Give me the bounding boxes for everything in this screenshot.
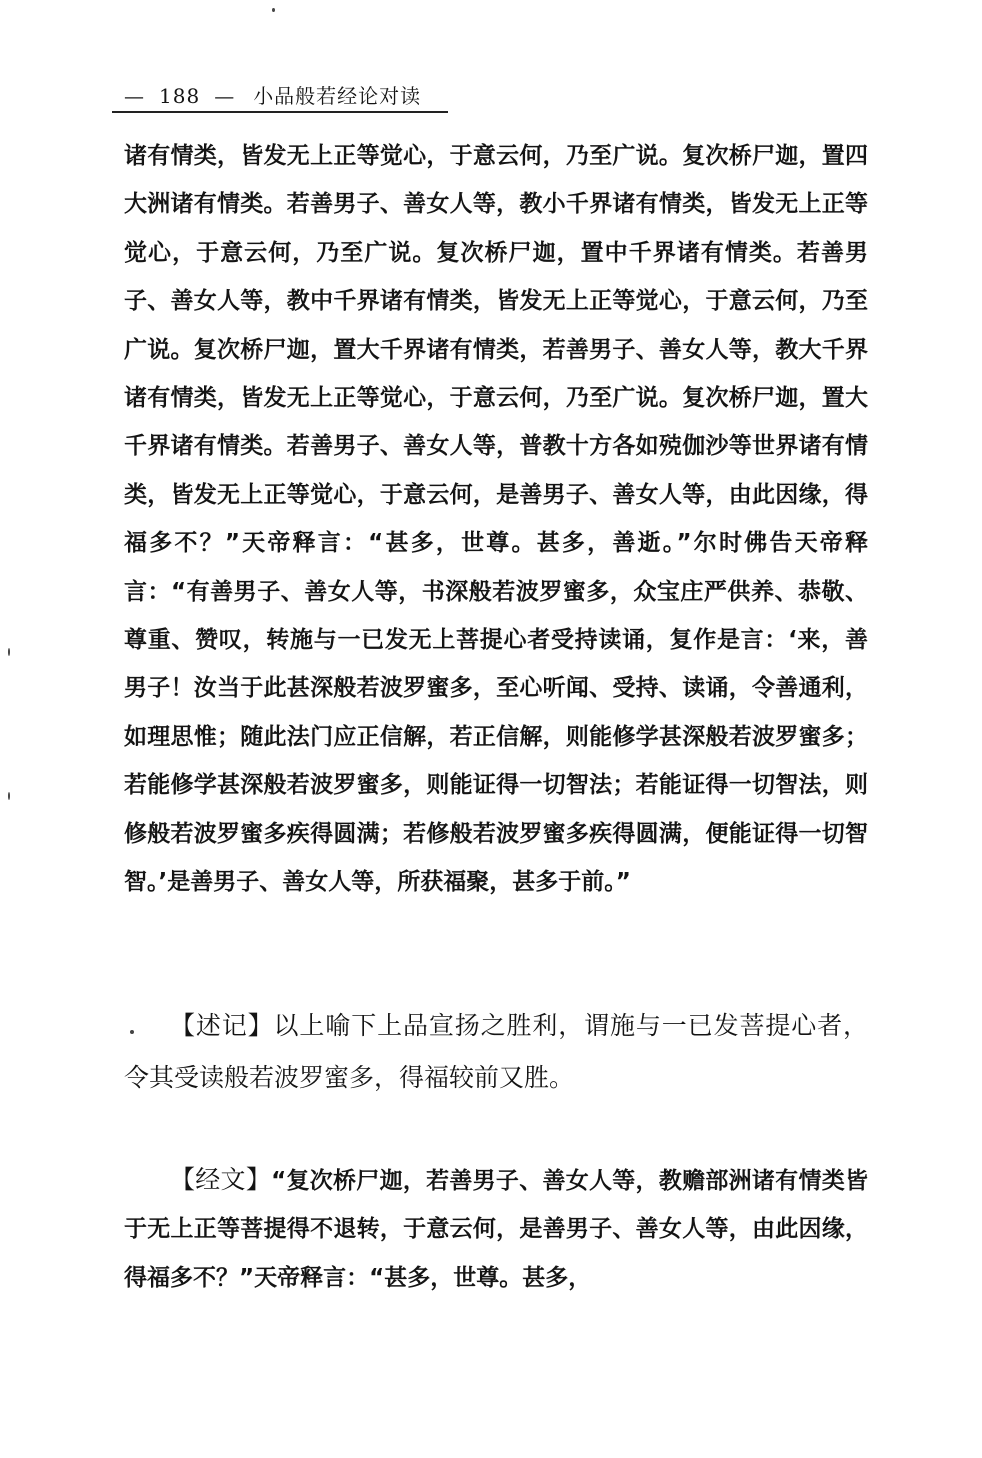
- running-header: [124, 80, 421, 109]
- sutra-label: 【经文】: [170, 1165, 272, 1194]
- book-title: 小品般若经论对读: [253, 84, 422, 108]
- sutra-section-text: “复次桥尸迦，若善男子、善女人等，教赡部洲诸有情类皆于无上正等菩提得不退转，于意云何，是善男子、善女人等，由此因缘，得福多不？”天帝释言：“甚多，世尊。甚多，: [124, 1168, 868, 1291]
- sutra-paragraph: 诸有情类，皆发无上正等觉心，于意云何，乃至广说。复次桥尸迦，置四大洲诸有情类。若善男子、善女人等，教小千界诸有情类，皆发无上正等觉心，于意云何，乃至广说。复次桥尸迦，置中千界诸有情类。若善男子、善女人等，教中千界诸有情类，皆发无上正等觉心，于意云何，乃至广说。复次桥尸迦，置大千界诸有情类，若善男子、善女人等，教大千界诸有情类，皆发无上正等觉心，于意云何，乃至广说。复次桥尸迦，置大千界诸有情类。若善男子、善女人等，普教十方各如殑伽沙等世界诸有情类，皆发无上正等觉心，于意云何，是善男子、善女人等，由此因缘，得福多不？”天帝释言：“甚多，世尊。甚多，善逝。”尔时佛告天帝释言：“有善男子、善女人等，书深般若波罗蜜多，众宝庄严供养、恭敬、尊重、赞叹，转施与一已发无上菩提心者受持读诵，复作是言：‘来，善男子！汝当于此甚深般若波罗蜜多，至心听闻、受持、读诵，令善通利，如理思惟；随此法门应正信解，若正信解，则能修学甚深般若波罗蜜多；若能修学甚深般若波罗蜜多，则能证得一切智法；若能证得一切智法，则修般若波罗蜜多疾得圆满；若修般若波罗蜜多疾得圆满，便能证得一切智智。’是善男子、善女人等，所获福聚，甚多于前。”: [124, 143, 868, 896]
- commentary-text: 以上喻下上品宣扬之胜利，谓施与一已发菩提心者，令其受读般若波罗蜜多，得福较前又胜。: [124, 1011, 868, 1092]
- scan-speck: [272, 8, 275, 12]
- scan-speck: [130, 1030, 134, 1034]
- commentary-paragraph: [124, 1000, 868, 1104]
- sutra-section-paragraph: [124, 1156, 868, 1302]
- header-dash-right: —: [214, 84, 236, 108]
- page-number: 188: [159, 84, 201, 108]
- scan-speck: [8, 648, 10, 656]
- header-rule: [112, 111, 448, 113]
- commentary-label: 【述记】: [170, 1011, 274, 1040]
- scan-speck: [8, 792, 10, 800]
- header-dash-left: —: [124, 84, 145, 108]
